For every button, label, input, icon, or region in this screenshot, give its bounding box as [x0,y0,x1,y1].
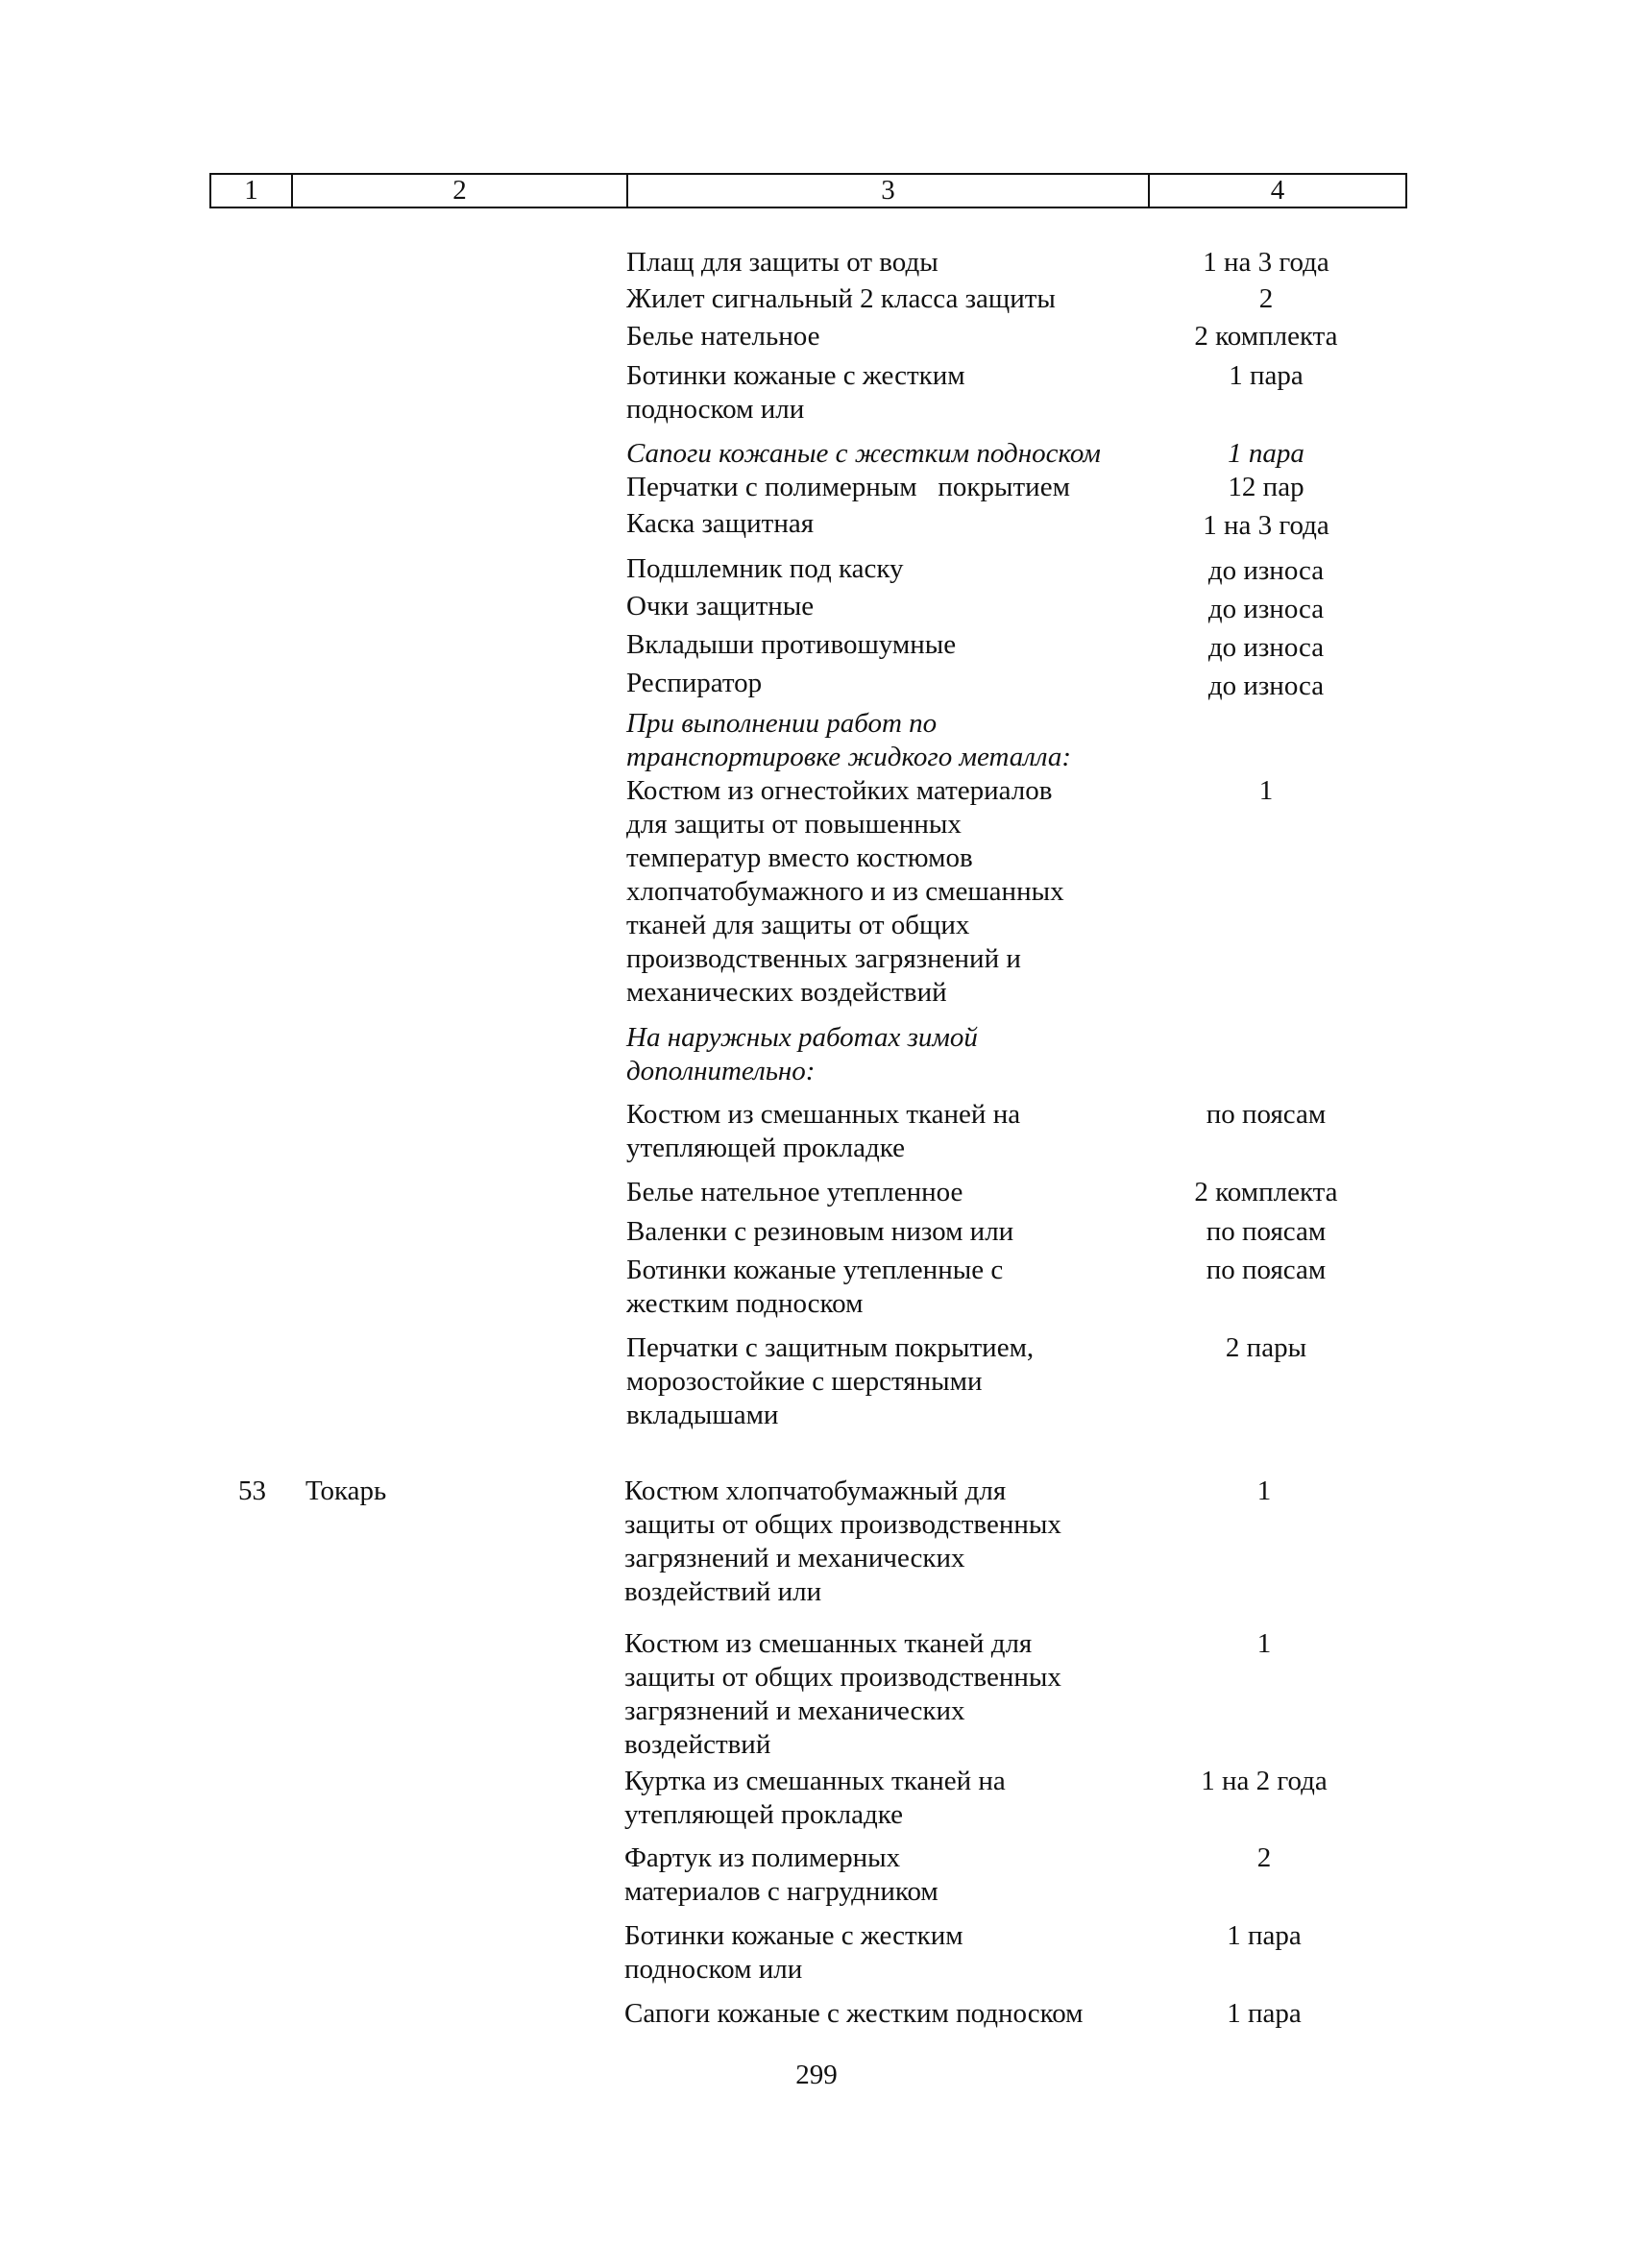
item-text: Подшлемник под каску [626,553,904,584]
item-norm: по поясам [1206,1216,1327,1247]
item-norm: 12 пар [1228,472,1304,502]
profession-number: 53 [238,1475,266,1506]
item-norm: 1 [1256,1628,1272,1659]
item-text: Ботинки кожаные с жестким подноском или [624,1920,963,1985]
item-norm: 2 [1256,1842,1272,1873]
item-text: Перчатки с защитным покрытием, морозостойкие с шерстяными вкладышами [626,1332,1035,1430]
item-text: Сапоги кожаные с жестким подноском [624,1998,1084,2029]
item-norm: 1 на 2 года [1201,1766,1328,1796]
profession-name: Токарь [305,1475,387,1506]
item-text: Вкладыши противошумные [626,629,957,660]
header-col-4: 4 [1148,175,1405,207]
item-norm: 2 комплекта [1194,1177,1338,1207]
item-norm: 1 пара [1229,360,1304,391]
item-text: Валенки с резиновым низом или [626,1216,1014,1247]
item-text: Костюм из огнестойких материалов для защиты от повышенных температур вместо костюмов хлопчатобумажного и из смешанных тканей для защиты от общих производственных загрязнений и механических воздействий [626,775,1064,1008]
item-norm: 1 пара [1228,438,1304,469]
header-col-2: 2 [291,175,626,207]
item-text: Костюм хлопчатобумажный для защиты от общих производственных загрязнений и механических воздействий или [624,1475,1061,1607]
item-text: Сапоги кожаные с жестким подноском [626,438,1101,469]
item-norm: до износа [1207,671,1325,701]
item-norm: до износа [1207,555,1325,586]
item-norm: до износа [1207,594,1325,624]
page-number: 299 [795,2060,838,2090]
item-text: Жилет сигнальный 2 класса защиты [626,283,1056,314]
item-norm: 1 [1258,775,1274,806]
item-text: Фартук из полимерных материалов с нагрудником [624,1842,938,1907]
item-norm: по поясам [1206,1099,1327,1130]
item-text: Перчатки с полимерным покрытием [626,472,1070,502]
item-norm: 2 комплекта [1194,321,1338,352]
item-text: Ботинки кожаные утепленные с жестким подноском [626,1255,1004,1319]
item-text: Очки защитные [626,591,815,622]
item-text: Костюм из смешанных тканей на утепляющей прокладке [626,1099,1021,1163]
item-text: Ботинки кожаные с жестким подноском или [626,360,965,425]
header-col-1: 1 [244,175,258,206]
section-subheading: При выполнении работ по транспортировке жидкого металла: [626,708,1072,772]
item-norm: 1 на 3 года [1203,247,1329,278]
item-norm: до износа [1207,632,1325,663]
item-norm: 2 пары [1225,1332,1307,1363]
item-norm: по поясам [1206,1255,1327,1285]
item-text: Куртка из смешанных тканей на утепляющей прокладке [624,1766,1006,1830]
item-text: Белье нательное утепленное [626,1177,963,1207]
item-text: Респиратор [626,668,763,698]
item-text: Каска защитная [626,508,815,539]
section-subheading: На наружных работах зимой дополнительно: [626,1022,978,1086]
item-text: Белье нательное [626,321,820,352]
item-norm: 2 [1258,283,1274,314]
column-number-header [209,173,1407,208]
item-text: Плащ для защиты от воды [626,247,938,278]
header-col-3: 3 [626,175,1148,207]
item-norm: 1 пара [1227,1920,1302,1951]
item-text: Костюм из смешанных тканей для защиты от общих производственных загрязнений и механических воздействий [624,1628,1061,1760]
item-norm: 1 пара [1227,1998,1302,2029]
item-norm: 1 на 3 года [1203,510,1329,541]
item-norm: 1 [1256,1475,1272,1506]
